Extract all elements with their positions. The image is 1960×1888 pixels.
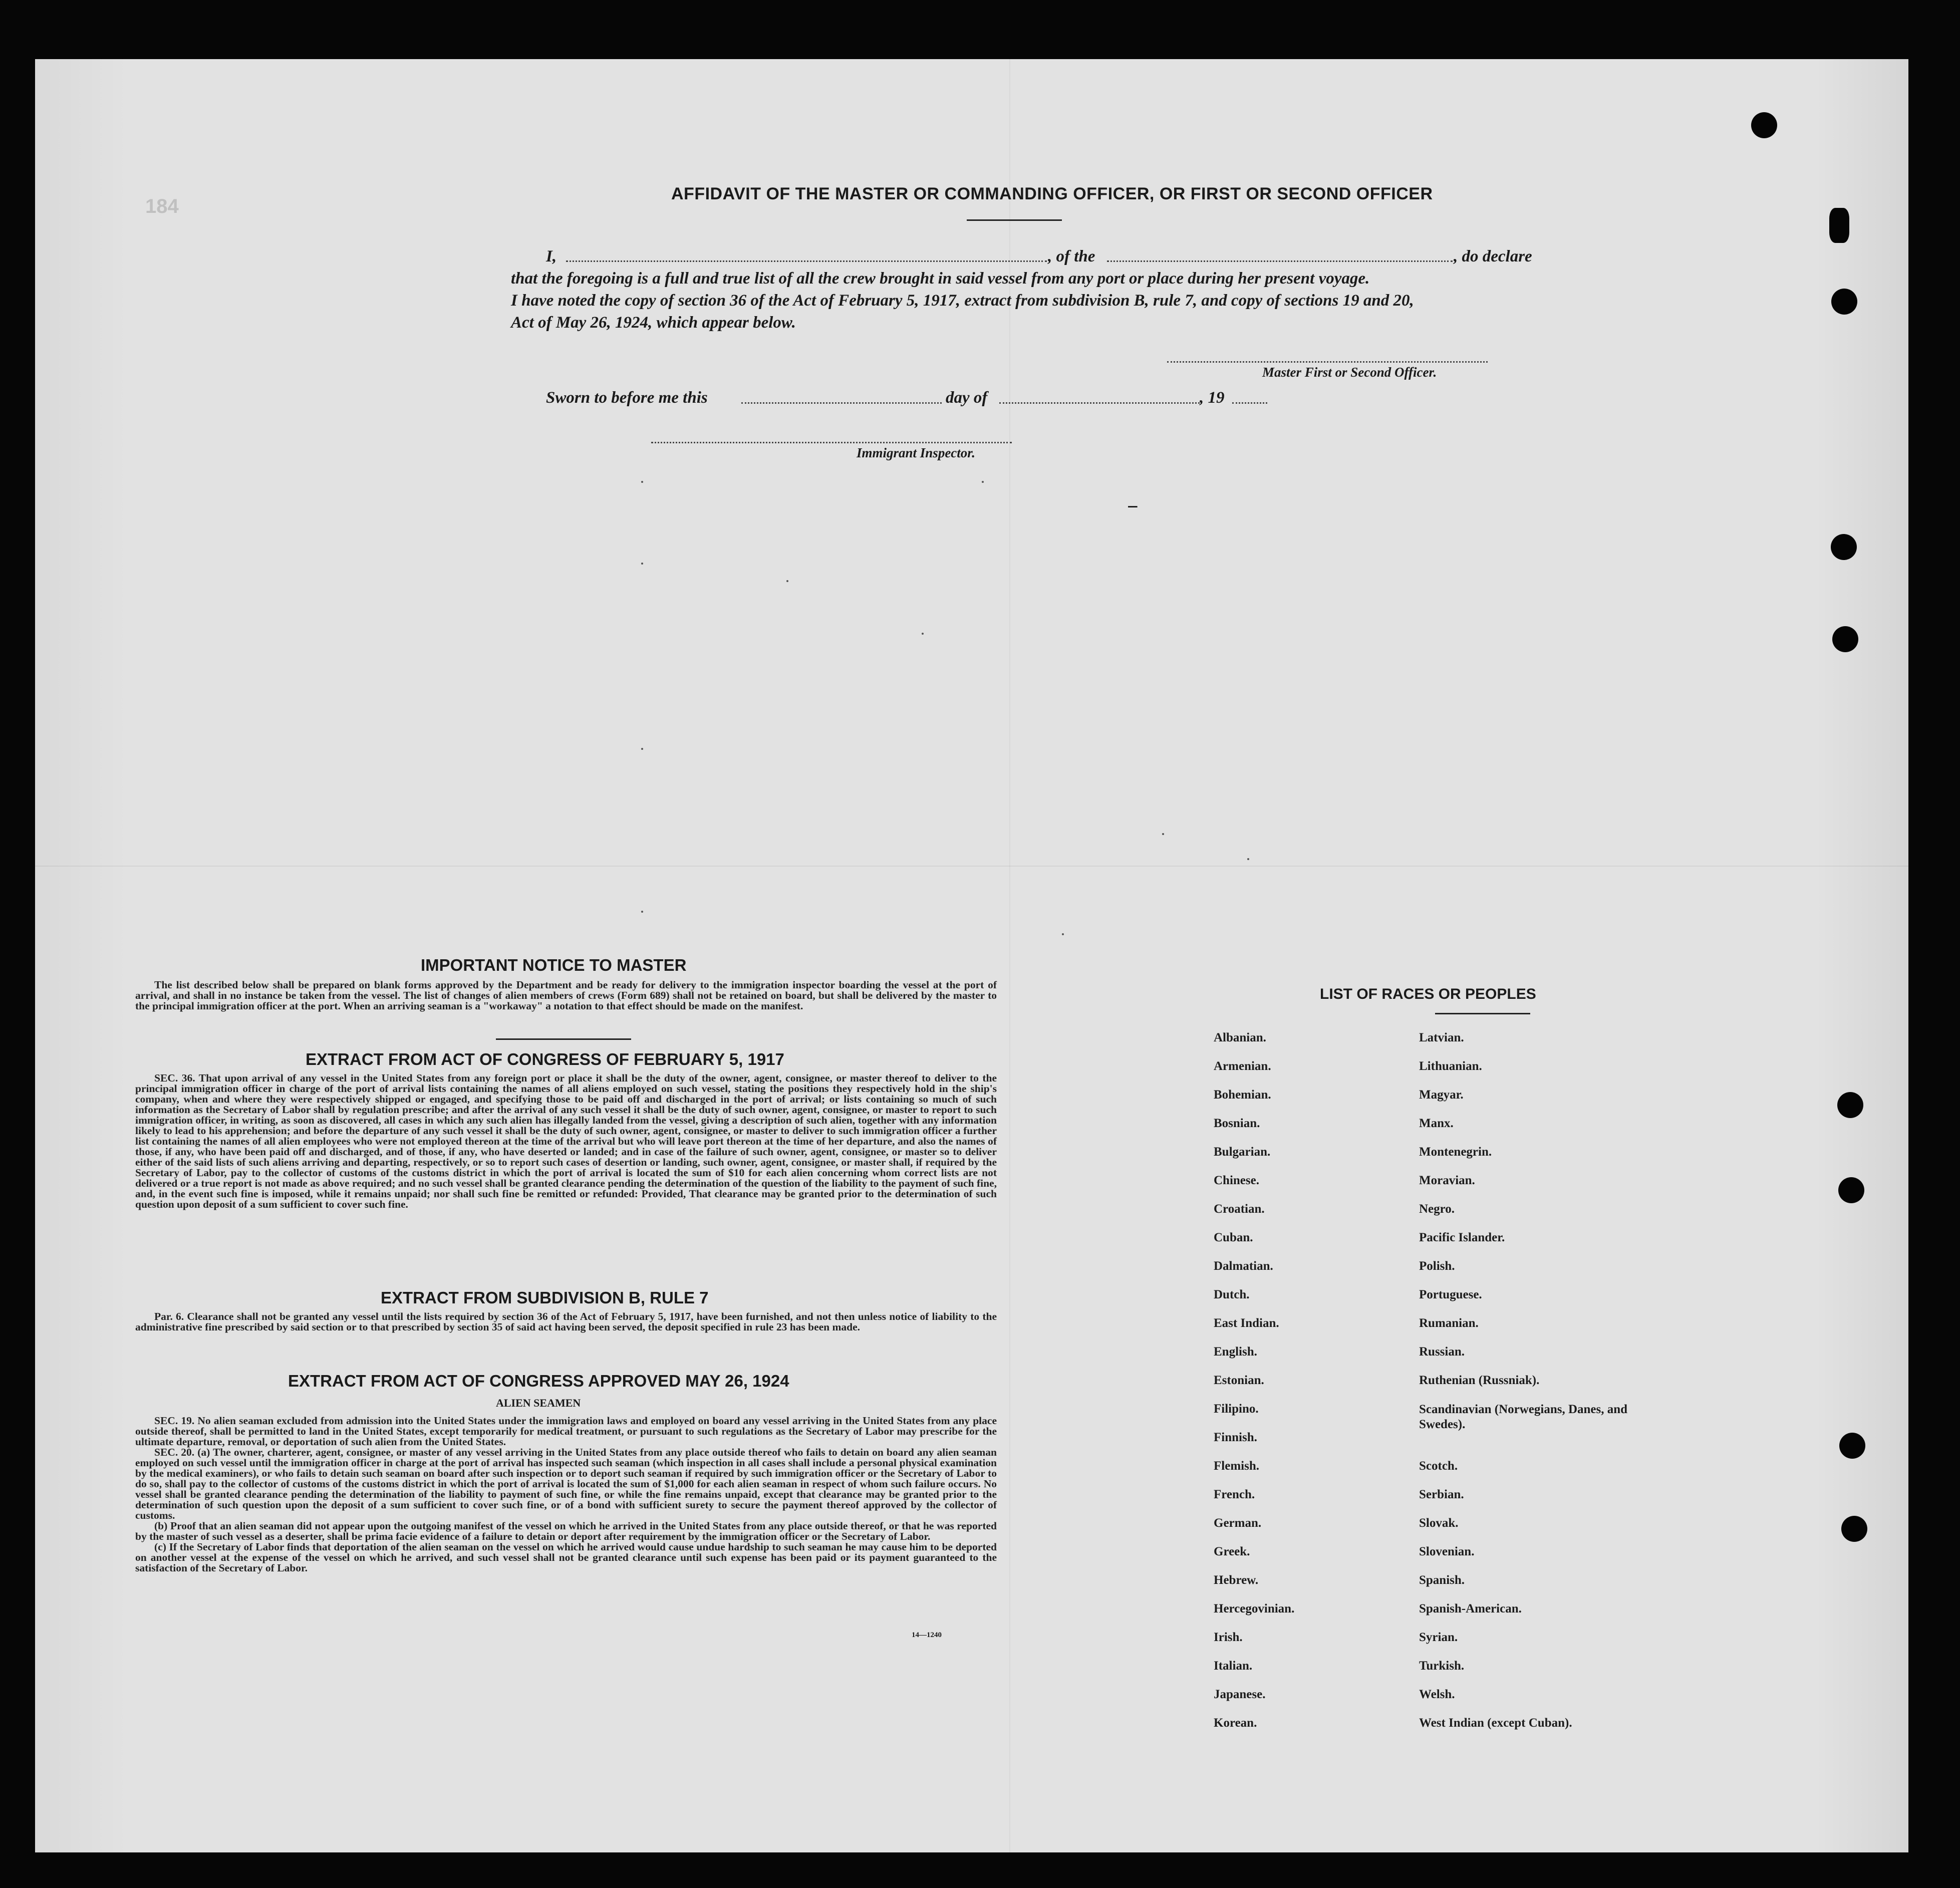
notice-text: The list described below shall be prepared on blank forms approved by the Department and be ready for delivery to the immigration inspector boarding the vessel at the port of arrival, and shall in no instance be taken from the vessel. The list of changes of alien members of crews (Form 689) shall not be retained on board, but shall be delivered by the master to the principal immigration officer at the port. When an arriving seaman is a "workaway" a notation to that effect should be made on the manifest.	[135, 979, 997, 1012]
race-left-item: Greek.	[1214, 1545, 1250, 1558]
binder-hole	[1839, 1433, 1865, 1459]
race-right-item: Turkish.	[1419, 1659, 1465, 1673]
act-1924-section-20a: SEC. 20. (a) The owner, charterer, agent, consignee, or master of any vessel arriving in the United States from any place outside thereof who fails to detain on board any alien seaman employed on such vessel until the immigration officer in charge at the port of arrival has inspected such seaman (which inspection in all cases shall include a personal physical examination by the medical examiners), or who fails to detain such seaman on board after such inspection or to deport such seaman if required by such immigration officer or the Secretary of Labor to do so, shall pay to the collector of customs of the customs district in which the port of arrival is located the sum of $1,000 for each alien seaman in respect of whom such failure occurs. No vessel shall be granted clearance pending the determination of the liability to payment of such fine, or while the fine remains unpaid, except that clearance may be granted prior to the determination of such question upon the deposit of a sum sufficient to cover such fine, or of a bond with sufficient surety to secure the payment thereof approved by the collector of customs.	[135, 1446, 997, 1521]
master-signature-field[interactable]	[1167, 361, 1488, 363]
document-sheet	[35, 59, 1908, 1852]
race-right-item: Moravian.	[1419, 1174, 1475, 1187]
race-right-item: Scandinavian (Norwegians, Danes, and Swedes).	[1419, 1403, 1628, 1431]
ink-blot: −	[1127, 495, 1139, 518]
speck	[641, 481, 643, 483]
race-right-item: Magyar.	[1419, 1088, 1464, 1102]
fold-line-vertical	[1009, 59, 1010, 1852]
do-declare-label: , do declare	[1454, 247, 1532, 265]
act-1924-section-20c: (c) If the Secretary of Labor finds that deportation of the alien seaman on the vessel on which he arrived would cause undue hardship to such seaman he may cause him to be deported on another vessel at the expense of the vessel on which he arrived, and such vessel shall not be granted clearance until such expense has been paid or its payment guaranteed to the satisfaction of the Secretary of Labor.	[135, 1541, 997, 1574]
race-right-item: Montenegrin.	[1419, 1145, 1492, 1159]
binder-hole	[1838, 1177, 1864, 1203]
race-left-item: English.	[1214, 1345, 1257, 1359]
race-left-item: Italian.	[1214, 1659, 1253, 1673]
race-right-item: Scotch.	[1419, 1459, 1458, 1473]
affidavit-line-2: that the foregoing is a full and true list of all the crew brought in said vessel from any port or place during her present voyage.	[511, 269, 1370, 288]
notice-text-block	[135, 980, 997, 1011]
binder-hole	[1841, 1516, 1867, 1542]
speck	[922, 633, 924, 635]
race-left-item: Hebrew.	[1214, 1573, 1259, 1587]
race-left-item: Estonian.	[1214, 1374, 1264, 1387]
race-left-item: Hercegovinian.	[1214, 1602, 1295, 1615]
of-the-label: , of the	[1048, 247, 1095, 265]
speck	[1062, 933, 1064, 935]
rule-7-paragraph-6: Par. 6. Clearance shall not be granted any vessel until the lists required by section 36 of the Act of February 5, 1917, have been furnished, and not then unless notice of liability to the administrative fine prescribed by said section or to that prescribed by section 35 of said act having been served, the deposit specified in rule 23 has been made.	[135, 1310, 997, 1333]
speck	[1247, 858, 1249, 860]
act-1924-text-block	[135, 1416, 997, 1573]
race-left-item: Japanese.	[1214, 1688, 1266, 1701]
sworn-year-field[interactable]	[1232, 402, 1267, 404]
form-number: 14—1240	[912, 1631, 942, 1639]
declarant-name-field[interactable]	[566, 260, 1047, 262]
race-left-item: Flemish.	[1214, 1459, 1259, 1473]
speck	[1162, 833, 1164, 835]
speck	[641, 748, 643, 750]
race-right-item: Negro.	[1419, 1202, 1455, 1216]
act-1924-heading: EXTRACT FROM ACT OF CONGRESS APPROVED MAY 26, 1924	[288, 1372, 789, 1390]
race-right-item: Russian.	[1419, 1345, 1465, 1359]
binder-hole	[1751, 112, 1777, 138]
binder-hole	[1829, 208, 1849, 243]
section-divider	[496, 1038, 631, 1040]
speck	[982, 481, 984, 483]
year-prefix-label: , 19	[1200, 389, 1225, 407]
race-left-item: Armenian.	[1214, 1059, 1271, 1073]
act-1924-section-19: SEC. 19. No alien seaman excluded from admission into the United States under the immigration laws and employed on board any vessel arriving in the United States from any place outside thereof, shall be permitted to land in the United States, except temporarily for medical treatment, or pursuant to such regulations as the Secretary of Labor may prescribe for the ultimate departure, removal, or deportation of such alien from the United States.	[135, 1415, 997, 1448]
race-left-item: Finnish.	[1214, 1431, 1257, 1444]
race-right-item: Spanish-American.	[1419, 1602, 1522, 1615]
affidavit-line-1	[546, 247, 556, 266]
speck	[786, 580, 788, 582]
page-number-mark: 184	[145, 195, 179, 217]
binder-hole	[1831, 289, 1857, 315]
race-left-item: Dalmatian.	[1214, 1259, 1273, 1273]
races-title-underline	[1435, 1013, 1530, 1014]
race-right-item: Welsh.	[1419, 1688, 1455, 1701]
race-left-item: Bulgarian.	[1214, 1145, 1271, 1159]
race-right-item: Polish.	[1419, 1259, 1455, 1273]
race-left-item: Croatian.	[1214, 1202, 1265, 1216]
race-left-item: Chinese.	[1214, 1174, 1259, 1187]
race-right-item: Spanish.	[1419, 1573, 1465, 1587]
binder-hole	[1831, 534, 1857, 560]
race-left-item: East Indian.	[1214, 1316, 1279, 1330]
speck	[641, 911, 643, 913]
sworn-day-field[interactable]	[741, 402, 942, 404]
sworn-label: Sworn to before me this	[546, 389, 708, 407]
act-1917-text-block	[135, 1073, 997, 1210]
day-of-label: day of	[946, 389, 988, 407]
inspector-signature-field[interactable]	[651, 442, 1012, 443]
sworn-month-field[interactable]	[999, 402, 1200, 404]
race-left-item: French.	[1214, 1488, 1255, 1501]
race-right-item: Slovak.	[1419, 1516, 1459, 1530]
race-left-item: Filipino.	[1214, 1402, 1259, 1416]
race-right-item: Latvian.	[1419, 1031, 1464, 1044]
fold-line-horizontal	[35, 866, 1908, 867]
race-left-item: Bohemian.	[1214, 1088, 1271, 1102]
race-right-item: Slovenian.	[1419, 1545, 1475, 1558]
race-right-item: Ruthenian (Russniak).	[1419, 1374, 1540, 1387]
alien-seamen-subheading: ALIEN SEAMEN	[496, 1397, 581, 1409]
race-left-item: German.	[1214, 1516, 1262, 1530]
binder-hole	[1837, 1092, 1863, 1118]
race-left-item: Dutch.	[1214, 1288, 1250, 1301]
race-left-item: Irish.	[1214, 1631, 1243, 1644]
act-1917-section-36: SEC. 36. That upon arrival of any vessel in the United States from any foreign port or place it shall be the duty of the owner, agent, consignee, or master thereof to deliver to the principal immigration officer in charge of the port of arrival lists containing the names of all aliens employed on such vessel, stating the positions they respectively hold in the ship's company, when and where they were respectively shipped or engaged, and specifying those to be paid off and discharged in the port of arrival; or lists containing so much of such information as the Secretary of Labor shall by regulation prescribe; and after the arrival of any such vessel it shall be the duty of such owner, agent, consignee, or master to report to such immigration officer, in writing, as soon as discovered, all cases in which any such alien has illegally landed from the vessel, giving a description of such alien, together with any information likely to lead to his apprehension; and before the departure of any such vessel it shall be the duty of such owner, agent, consignee, or master to deliver to such immigration officer a further list containing the names of all alien employees who were not employed thereon at the time of the arrival but who will leave port thereon at the time of her departure, and also the names of those, if any, who have been paid off and discharged, and of those, if any, who have deserted or landed; and in case of the failure of such owner, agent, consignee, or master so to deliver either of the said lists of such aliens arriving and departing, respectively, or so to report such cases of desertion or landing, such owner, agent, consignee, or master shall, if required by the Secretary of Labor, pay to the collector of customs of the customs district in which the port of arrival is located the sum of $10 for each alien concerning whom correct lists are not delivered or a true report is not made as above required; and no such vessel shall be granted clearance pending the determination of the question of the liability to the payment of such fine, and, in the event such fine is imposed, while it remains unpaid; nor shall such fine be remitted or refunded: Provided, That clearance may be granted prior to the determination of such question upon deposit of a sum sufficient to cover such fine.	[135, 1072, 997, 1210]
binder-hole	[1832, 626, 1858, 652]
race-right-item: Portuguese.	[1419, 1288, 1482, 1301]
affidavit-line-3: I have noted the copy of section 36 of the Act of February 5, 1917, extract from subdivision B, rule 7, and copy of sections 19 and 20,	[511, 292, 1414, 310]
race-left-item: Cuban.	[1214, 1231, 1253, 1244]
race-right-item: Syrian.	[1419, 1631, 1458, 1644]
race-right-item: Manx.	[1419, 1117, 1454, 1130]
race-right-item: Pacific Islander.	[1419, 1231, 1505, 1244]
rule-7-heading: EXTRACT FROM SUBDIVISION B, RULE 7	[381, 1288, 709, 1307]
races-title: LIST OF RACES OR PEOPLES	[1320, 986, 1536, 1002]
rule-7-text-block	[135, 1311, 997, 1332]
inspector-signature-label: Immigrant Inspector.	[857, 445, 976, 460]
speck	[641, 563, 643, 565]
notice-heading: IMPORTANT NOTICE TO MASTER	[421, 956, 687, 974]
race-left-item: Korean.	[1214, 1716, 1257, 1730]
race-right-item: Rumanian.	[1419, 1316, 1479, 1330]
affidavit-title: AFFIDAVIT OF THE MASTER OR COMMANDING OFFICER, OR FIRST OR SECOND OFFICER	[671, 184, 1433, 203]
master-signature-label: Master First or Second Officer.	[1262, 365, 1437, 380]
declarant-prefix: I,	[546, 247, 557, 265]
race-right-item: Lithuanian.	[1419, 1059, 1482, 1073]
race-left-item: Bosnian.	[1214, 1117, 1260, 1130]
race-right-item: West Indian (except Cuban).	[1419, 1716, 1572, 1730]
vessel-name-field[interactable]	[1107, 260, 1453, 262]
act-1924-section-20b: (b) Proof that an alien seaman did not appear upon the outgoing manifest of the vessel on which he arrived in the United States from any place outside thereof, or that he was reported by the master of such vessel as a deserter, shall be prima facie evidence of a failure to detain or deport after requirement by the immigration officer or the Secretary of Labor.	[135, 1520, 997, 1542]
affidavit-line-4: Act of May 26, 1924, which appear below.	[511, 314, 796, 332]
race-left-item: Albanian.	[1214, 1031, 1266, 1044]
act-1917-heading: EXTRACT FROM ACT OF CONGRESS OF FEBRUARY 5, 1917	[306, 1050, 784, 1068]
race-right-item: Serbian.	[1419, 1488, 1464, 1501]
title-underline	[967, 219, 1062, 221]
